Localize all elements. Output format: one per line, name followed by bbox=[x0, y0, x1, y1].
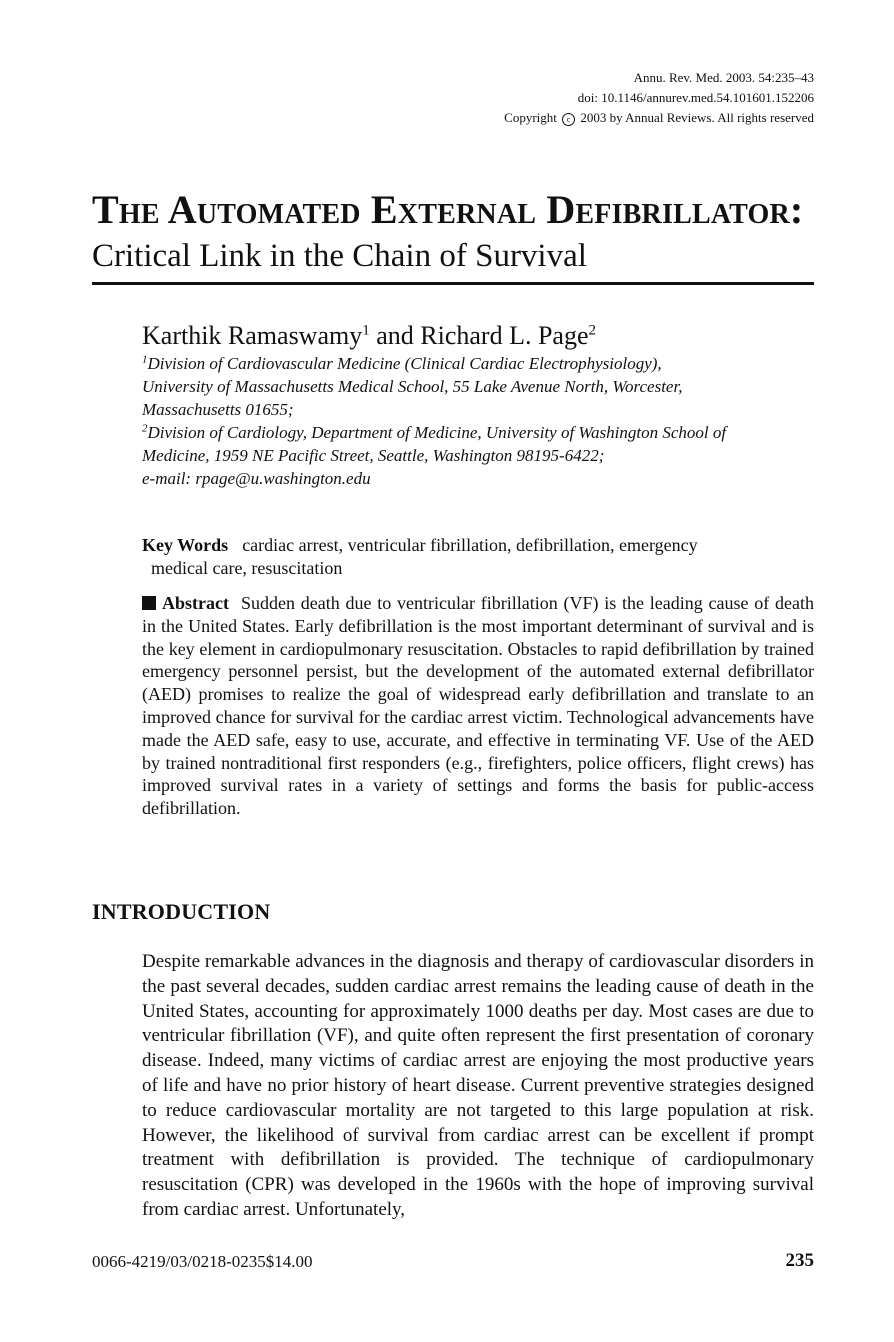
journal-citation: Annu. Rev. Med. 2003. 54:235–43 bbox=[633, 70, 814, 85]
author-2-name: Richard L. Page bbox=[420, 321, 589, 350]
article-title bbox=[92, 186, 814, 276]
black-square-icon bbox=[142, 596, 156, 610]
author-names bbox=[142, 320, 814, 352]
footer-code: 0066-4219/03/0218-0235$14.00 bbox=[92, 1252, 313, 1271]
doi-line: doi: 10.1146/annurev.med.54.101601.152206 bbox=[577, 90, 814, 105]
introduction-heading: INTRODUCTION bbox=[92, 899, 271, 924]
introduction-text: Despite remarkable advances in the diagnosis and therapy of cardiovascular disorders in the past several decades, sudden cardiac arrest remains the leading cause of death in the United States, accounting for approximately 1000 deaths per day. Most cases are due to ventricular fibrillation (VF), and quite often represent the first presentation of coronary disease. Indeed, many victims of cardiac arrest are enjoying the most productive years of life and have no prior history of heart disease. Current preventive strategies designed to reduce cardiovascular mortality are not targeted to this large population at risk. However, the likelihood of survival from cardiac arrest can be excellent if prompt treatment with defibrillation is provided. The technique of cardiopulmonary resuscitation (CPR) was developed in the 1960s with the hope of improving survival from cardiac arrest. Unfortunately, bbox=[142, 951, 814, 1220]
copyright-suffix: 2003 by Annual Reviews. All rights reserved bbox=[580, 110, 814, 125]
affiliation-1 bbox=[142, 352, 814, 375]
affiliation-1-line-1: Division of Cardiovascular Medicine (Clinical Cardiac Electrophysiology), bbox=[147, 354, 662, 373]
author-conjunction: and bbox=[369, 321, 421, 350]
abstract-label: Abstract bbox=[162, 593, 229, 613]
authors-block bbox=[142, 320, 814, 490]
affiliation-2 bbox=[142, 421, 814, 444]
affiliation-2-line-2: Medicine, 1959 NE Pacific Street, Seattle, Washington 98195-6422; bbox=[142, 446, 605, 465]
copyright-icon: c bbox=[562, 113, 575, 126]
affiliation-2-sup: 2 bbox=[142, 422, 148, 435]
affiliation-1-sup: 1 bbox=[142, 353, 148, 366]
author-1-sup: 1 bbox=[362, 322, 370, 339]
affiliation-2-line-1: Division of Cardiology, Department of Medicine, University of Washington School of bbox=[147, 423, 727, 442]
copyright-prefix: Copyright bbox=[504, 110, 557, 125]
copyright-line bbox=[504, 108, 814, 128]
title-divider bbox=[92, 282, 814, 285]
keywords-label: Key Words bbox=[142, 535, 229, 555]
author-email: e-mail: rpage@u.washington.edu bbox=[142, 469, 371, 488]
author-2-sup: 2 bbox=[588, 322, 597, 339]
keywords-line-2: medical care, resuscitation bbox=[151, 558, 343, 578]
abstract-text: Sudden death due to ventricular fibrillation (VF) is the leading cause of death in the United States. Early defibrillation is the most important determinant of survival and is the key element in cardiopulmonary resuscitation. Obstacles to rapid defibrillation by trained emergency personnel persist, but the development of the automated external defibrillator (AED) promises to realize the goal of widespread early defibrillation and translate to an improved chance for survival for the cardiac arrest victim. Technological advancements have made the AED safe, easy to use, accurate, and effective in terminating VF. Use of the AED by trained nontraditional first responders (e.g., firefighters, police officers, flight crews) has improved survival rates in a variety of settings and forms the basis for public-access defibrillation. bbox=[142, 593, 814, 819]
keywords-block bbox=[142, 534, 782, 580]
keywords-line-1 bbox=[142, 534, 782, 557]
affiliation-1-line-2: University of Massachusetts Medical School, 55 Lake Avenue North, Worcester, bbox=[142, 377, 683, 396]
page-number: 235 bbox=[785, 1250, 814, 1271]
abstract-block bbox=[142, 592, 814, 820]
keywords-text-1: cardiac arrest, ventricular fibrillation, defibrillation, emergency bbox=[242, 535, 698, 555]
affiliation-1-line-3: Massachusetts 01655; bbox=[142, 400, 294, 419]
journal-header bbox=[504, 68, 814, 128]
title-main: The Automated External Defibrillator: bbox=[92, 187, 804, 232]
title-subtitle: Critical Link in the Chain of Survival bbox=[92, 238, 587, 274]
author-1-name: Karthik Ramaswamy bbox=[142, 321, 363, 350]
